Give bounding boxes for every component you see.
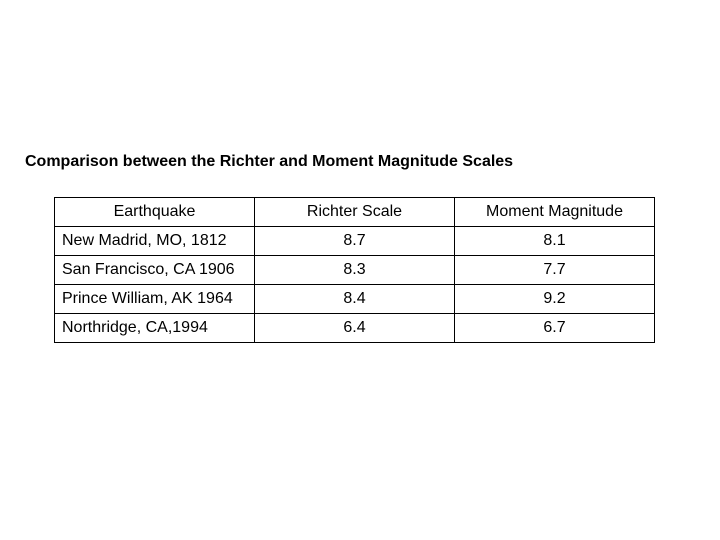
moment-magnitude-cell: 8.1 bbox=[455, 227, 655, 256]
earthquake-cell: Prince William, AK 1964 bbox=[55, 285, 255, 314]
moment-magnitude-cell: 6.7 bbox=[455, 314, 655, 343]
table-row bbox=[55, 285, 655, 314]
earthquake-cell: Northridge, CA,1994 bbox=[55, 314, 255, 343]
table-row bbox=[55, 227, 655, 256]
moment-magnitude-cell: 7.7 bbox=[455, 256, 655, 285]
richter-cell: 8.3 bbox=[255, 256, 455, 285]
table-row bbox=[55, 314, 655, 343]
column-header-richter-scale: Richter Scale bbox=[255, 198, 455, 227]
column-header-earthquake: Earthquake bbox=[55, 198, 255, 227]
earthquake-cell: San Francisco, CA 1906 bbox=[55, 256, 255, 285]
moment-magnitude-cell: 9.2 bbox=[455, 285, 655, 314]
richter-cell: 6.4 bbox=[255, 314, 455, 343]
richter-cell: 8.4 bbox=[255, 285, 455, 314]
table-header-row bbox=[55, 198, 655, 227]
table-row bbox=[55, 256, 655, 285]
table-title: Comparison between the Richter and Moment Magnitude Scales bbox=[25, 153, 514, 170]
earthquake-comparison-table bbox=[54, 197, 655, 343]
earthquake-cell: New Madrid, MO, 1812 bbox=[55, 227, 255, 256]
column-header-moment-magnitude: Moment Magnitude bbox=[455, 198, 655, 227]
richter-cell: 8.7 bbox=[255, 227, 455, 256]
